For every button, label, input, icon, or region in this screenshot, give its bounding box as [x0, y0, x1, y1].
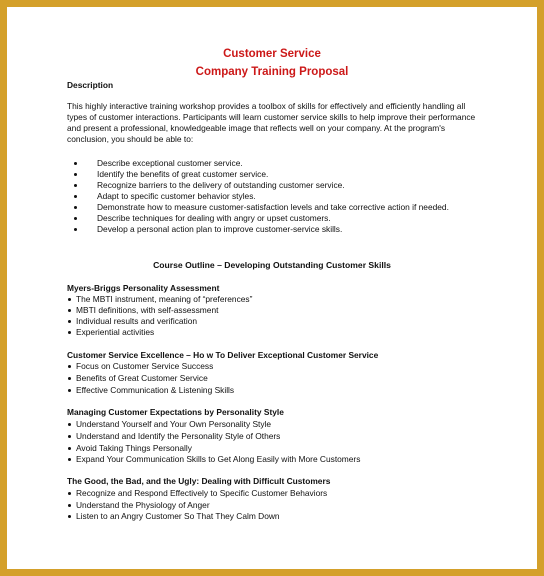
list-item	[67, 511, 280, 522]
description-line: and present a professional, knowledgeable image that reflects well on your company. At the program's	[67, 123, 446, 133]
list-item-text: Understand Yourself and Your Own Personality Style	[76, 419, 272, 429]
bullet-icon	[67, 500, 74, 511]
list-item-text: Identify the benefits of great customer service.	[97, 169, 269, 179]
bullet-icon	[73, 158, 80, 169]
list-item-text: MBTI definitions, with self-assessment	[76, 305, 219, 315]
document-subtitle: Company Training Proposal	[195, 66, 349, 78]
bullet-icon	[73, 169, 80, 180]
section-heading: The Good, the Bad, and the Ugly: Dealing with Difficult Customers	[67, 476, 331, 486]
list-item-text: Expand Your Communication Skills to Get Along Easily with More Customers	[76, 454, 361, 464]
course-outline-heading: Course Outline – Developing Outstanding Customer Skills	[153, 260, 391, 270]
list-item	[67, 443, 192, 454]
list-item-text: Describe exceptional customer service.	[97, 158, 243, 168]
list-item	[67, 305, 218, 316]
list-item-text: Describe techniques for dealing with angry or upset customers.	[97, 213, 331, 223]
list-item	[67, 488, 327, 499]
section-heading: Managing Customer Expectations by Personality Style	[67, 407, 284, 417]
bullet-icon	[73, 224, 80, 235]
list-item-text: Effective Communication & Listening Skills	[76, 385, 235, 395]
bullet-icon	[67, 511, 74, 522]
section-heading: Customer Service Excellence – Ho w To Deliver Exceptional Customer Service	[67, 350, 379, 360]
list-item	[67, 419, 271, 430]
list-item-text: Avoid Taking Things Personally	[76, 443, 192, 453]
list-item-text: Focus on Customer Service Success	[76, 361, 214, 371]
document-title: Customer Service	[223, 48, 321, 60]
bullet-icon	[73, 191, 80, 202]
list-item-text: Understand and Identify the Personality Style of Others	[76, 431, 281, 441]
bullet-icon	[67, 419, 74, 430]
list-item-text: Experiential activities	[76, 327, 155, 337]
list-item	[73, 213, 331, 224]
bullet-icon	[67, 488, 74, 499]
list-item	[67, 316, 197, 327]
document-page	[7, 7, 537, 569]
list-item-text: Adapt to specific customer behavior styles.	[97, 191, 256, 201]
list-item	[67, 294, 252, 305]
bullet-icon	[67, 361, 74, 372]
description-line: types of customer interactions. Participants will learn customer service skills to help improve their performance	[67, 112, 476, 122]
bullet-icon	[73, 202, 80, 213]
bullet-icon	[73, 180, 80, 191]
bullet-icon	[73, 213, 80, 224]
bullet-icon	[67, 443, 74, 454]
list-item-text: Benefits of Great Customer Service	[76, 373, 208, 383]
list-item	[73, 191, 256, 202]
list-item	[67, 327, 154, 338]
list-item	[73, 224, 342, 235]
list-item-text: Understand the Physiology of Anger	[76, 500, 210, 510]
bullet-icon	[67, 327, 74, 338]
list-item	[67, 500, 210, 511]
list-item	[67, 454, 360, 465]
list-item-text: Individual results and verification	[76, 316, 198, 326]
bullet-icon	[67, 305, 74, 316]
list-item	[67, 361, 213, 372]
list-item	[73, 180, 345, 191]
list-item	[73, 158, 243, 169]
list-item-text: Recognize and Respond Effectively to Specific Customer Behaviors	[76, 488, 328, 498]
list-item-text: Recognize barriers to the delivery of outstanding customer service.	[97, 180, 345, 190]
list-item-text: The MBTI instrument, meaning of “preferences”	[76, 294, 253, 304]
description-heading: Description	[67, 80, 114, 90]
list-item	[67, 373, 208, 384]
list-item	[73, 202, 449, 213]
list-item	[73, 169, 268, 180]
section-heading: Myers-Briggs Personality Assessment	[67, 283, 220, 293]
list-item	[67, 385, 234, 396]
list-item	[67, 431, 280, 442]
bullet-icon	[67, 385, 74, 396]
description-line: conclusion, you should be able to:	[67, 134, 194, 144]
bullet-icon	[67, 454, 74, 465]
bullet-icon	[67, 373, 74, 384]
bullet-icon	[67, 431, 74, 442]
list-item-text: Listen to an Angry Customer So That They Calm Down	[76, 511, 280, 521]
list-item-text: Demonstrate how to measure customer-satisfaction levels and take corrective action if needed.	[97, 202, 449, 212]
list-item-text: Develop a personal action plan to improve customer-service skills.	[97, 224, 343, 234]
bullet-icon	[67, 294, 74, 305]
description-line: This highly interactive training workshop provides a toolbox of skills for effectively and efficiently handling all	[67, 101, 466, 111]
bullet-icon	[67, 316, 74, 327]
